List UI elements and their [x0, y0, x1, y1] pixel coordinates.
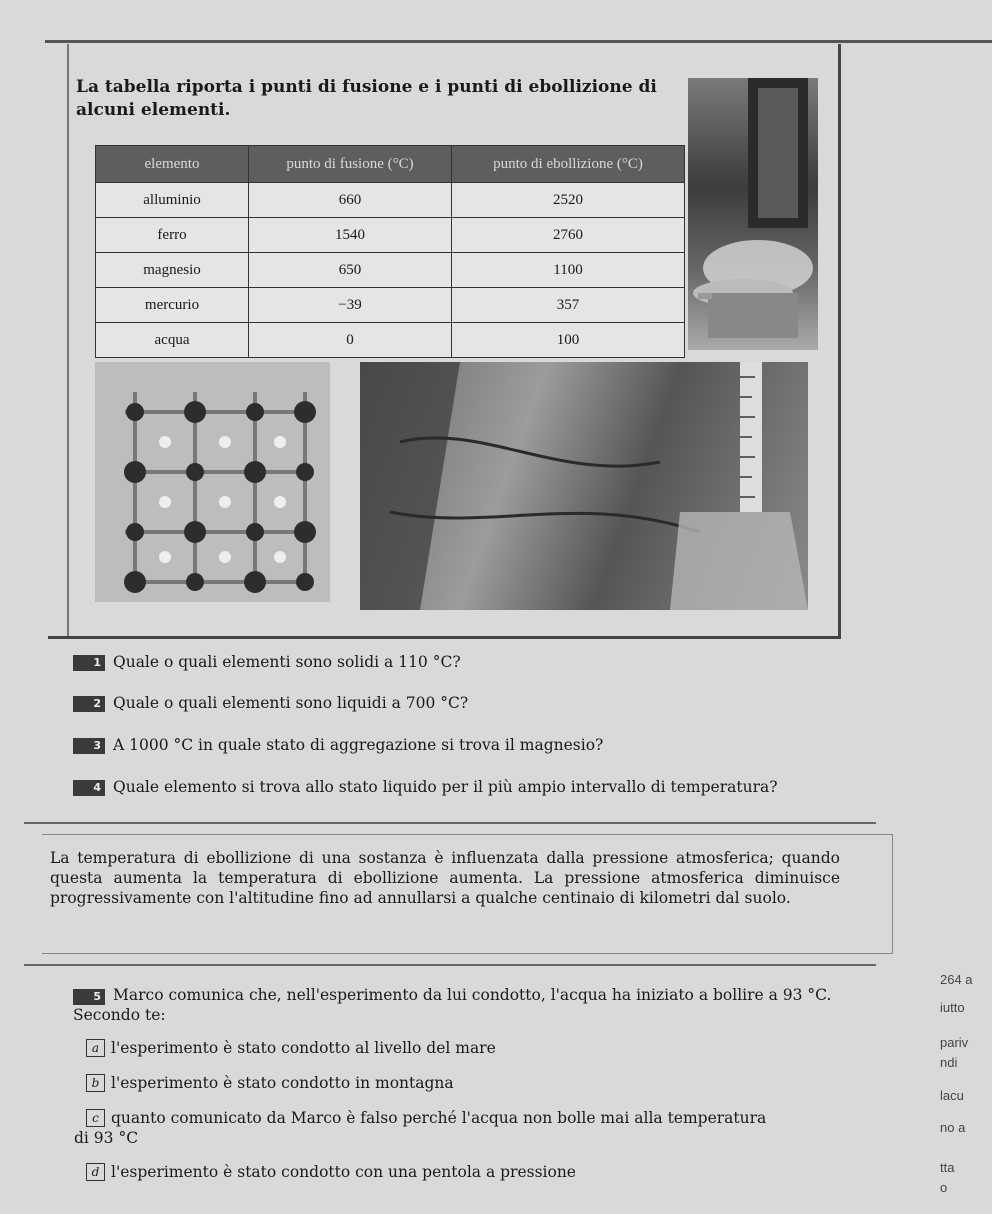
cell-boiling: 1100 [452, 253, 685, 288]
cell-melting: −39 [249, 288, 452, 323]
question-4 [73, 777, 778, 797]
cell-melting: 660 [249, 183, 452, 218]
cell-melting: 0 [249, 323, 452, 358]
side-fragment: pariv [940, 1035, 969, 1050]
table-row [96, 183, 685, 218]
option-b[interactable] [86, 1073, 886, 1093]
cell-melting: 650 [249, 253, 452, 288]
option-text-continued: di 93 °C [74, 1129, 139, 1147]
thermometer-photo [360, 362, 808, 610]
question-subtext: Secondo te: [73, 1006, 166, 1024]
cell-melting: 1540 [249, 218, 452, 253]
option-d[interactable] [86, 1162, 886, 1182]
side-fragment: 264 a [940, 972, 973, 987]
header-element: elemento [96, 146, 249, 183]
option-letter: c [86, 1109, 105, 1127]
table-row [96, 253, 685, 288]
figure-frame-left [67, 44, 69, 636]
question-text: Quale o quali elementi sono solidi a 110 °C? [113, 653, 461, 671]
question-text: Quale o quali elementi sono liquidi a 700 °C? [113, 694, 469, 712]
crystal-lattice-photo [95, 362, 330, 602]
option-letter: d [86, 1163, 105, 1181]
option-text: l'esperimento è stato condotto con una pentola a pressione [111, 1163, 576, 1181]
question-3 [73, 735, 603, 755]
side-fragment: lacu [940, 1088, 964, 1103]
side-fragment: o [940, 1180, 948, 1195]
option-text: l'esperimento è stato condotto al livello del mare [111, 1039, 496, 1057]
question-text: Marco comunica che, nell'esperimento da lui condotto, l'acqua ha iniziato a bollire a 93 °C. [113, 986, 832, 1004]
intro-text: La tabella riporta i punti di fusione e i punti di ebollizione di alcuni elementi. [76, 77, 657, 120]
option-a[interactable] [86, 1038, 886, 1058]
question-text: Quale elemento si trova allo stato liquido per il più ampio intervallo di temperatura? [113, 778, 778, 796]
info-text: La temperatura di ebollizione di una sostanza è influenzata dalla pressione atmosferica; quando questa aumenta la temperatura di ebollizione aumenta. La pressione atmosferica diminuisce progressivamente con l'altitudine fino ad annullarsi a qualche centinaio di kilometri dal suolo. [50, 849, 840, 907]
question-text: A 1000 °C in quale stato di aggregazione si trova il magnesio? [113, 736, 604, 754]
table-row [96, 218, 685, 253]
option-letter: a [86, 1039, 105, 1057]
table-row [96, 323, 685, 358]
cell-element: acqua [96, 323, 249, 358]
question-number: 3 [73, 738, 105, 754]
table-row [96, 288, 685, 323]
top-rule [45, 40, 992, 43]
side-fragment: iutto [940, 1000, 965, 1015]
side-fragment: tta [940, 1160, 955, 1175]
melting-boiling-table [95, 145, 685, 358]
header-boiling: punto di ebollizione (°C) [452, 146, 685, 183]
cell-boiling: 2520 [452, 183, 685, 218]
question-number: 4 [73, 780, 105, 796]
cell-boiling: 2760 [452, 218, 685, 253]
cell-element: magnesio [96, 253, 249, 288]
question-2 [73, 693, 468, 713]
cell-element: mercurio [96, 288, 249, 323]
boiling-pot-photo [688, 78, 818, 350]
question-number: 2 [73, 696, 105, 712]
side-fragment: no a [940, 1120, 966, 1135]
cell-element: alluminio [96, 183, 249, 218]
header-melting: punto di fusione (°C) [249, 146, 452, 183]
question-5 [73, 985, 933, 1025]
cell-boiling: 357 [452, 288, 685, 323]
option-text: quanto comunicato da Marco è falso perché l'acqua non bolle mai alla temperatura [111, 1109, 767, 1127]
question-number: 5 [73, 989, 105, 1005]
question-1 [73, 652, 461, 672]
side-fragment: ndi [940, 1055, 958, 1070]
option-letter: b [86, 1074, 105, 1092]
option-c[interactable] [74, 1108, 886, 1148]
cell-element: ferro [96, 218, 249, 253]
cell-boiling: 100 [452, 323, 685, 358]
option-text: l'esperimento è stato condotto in montagna [111, 1074, 454, 1092]
question-number: 1 [73, 655, 105, 671]
